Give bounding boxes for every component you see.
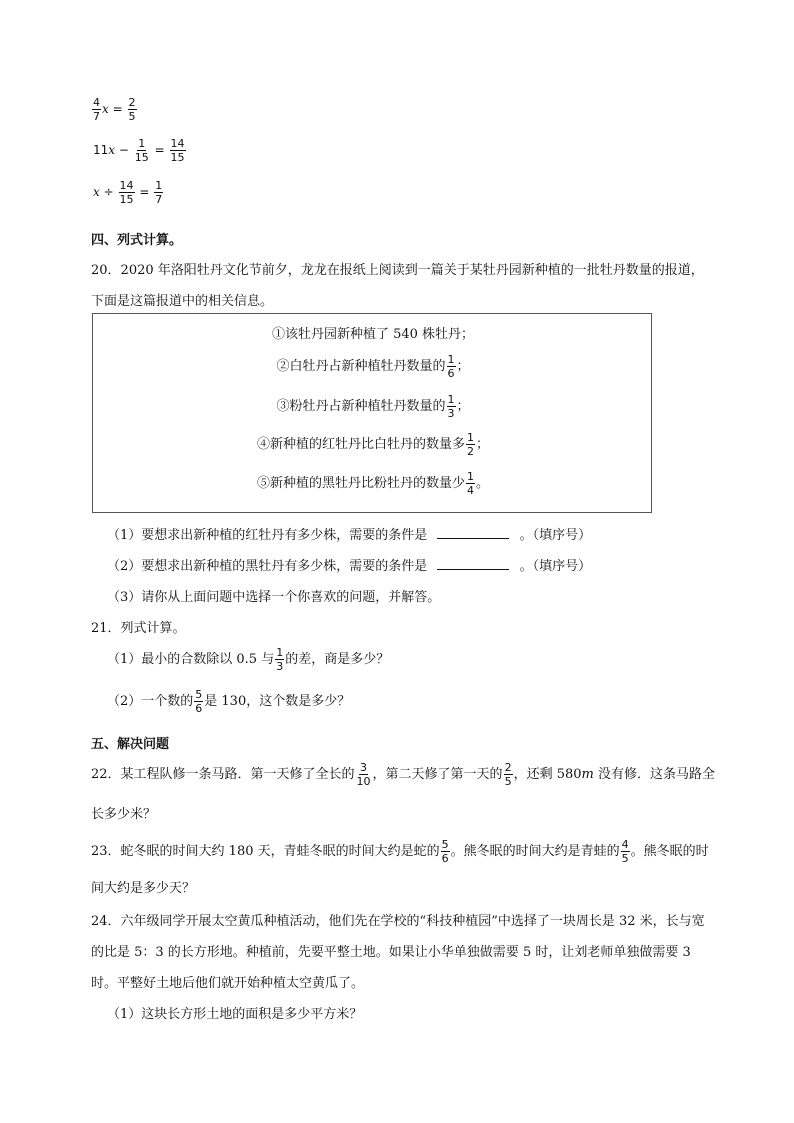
equation-3: x ÷ $\frac{14}{15}$ = $\frac{1}{7}$ bbox=[93, 179, 163, 206]
fraction: $\frac{1}{3}$ bbox=[276, 646, 284, 673]
fraction: $\frac{2}{5}$ bbox=[504, 761, 512, 788]
q20-sub3: （3）请你从上面问题中选择一个你喜欢的问题，并解答。 bbox=[107, 590, 441, 605]
q24-line2: 的比是 5：3 的长方形地。种植前，先要平整土地。如果让小华单独做需要 5 时，让刘老师单独做需要 3 bbox=[91, 945, 691, 960]
q24-sub1: （1）这块长方形土地的面积是多少平方米？ bbox=[107, 1007, 363, 1022]
info-item-2: ②白牡丹占新种植牡丹数量的 $\frac{1}{6}$ ； bbox=[276, 353, 470, 380]
fraction: $\frac{1}{15}$ bbox=[134, 137, 149, 164]
info-item-5: ⑤新种植的黑牡丹比粉牡丹的数量少 $\frac{1}{4}$ 。 bbox=[256, 470, 490, 497]
fraction: $\frac{1}{3}$ bbox=[447, 393, 455, 420]
equation-1: $\frac{4}{7}$ x = $\frac{2}{5}$ bbox=[93, 96, 136, 123]
q23-line1: 23．蛇冬眠的时间大约 180 天，青蛙冬眠的时间大约是蛇的 $\frac{5}{6}$ 。熊冬眠的时间大约是青蛙的 $\frac{4}{5}$ 。熊冬眠的时 bbox=[91, 838, 709, 865]
q21-sub1: （1）最小的合数除以 0.5 与 $\frac{1}{3}$ 的差，商是多少？ bbox=[107, 646, 390, 673]
q20-text-line1: 20．2020 年洛阳牡丹文化节前夕，龙龙在报纸上阅读到一篇关于某牡丹园新种植的一批牡丹数量的报道， bbox=[91, 263, 704, 278]
answer-blank[interactable] bbox=[437, 525, 509, 539]
q22-line1: 22．某工程队修一条马路．第一天修了全长的 $\frac{3}{10}$ ，第二天修了第一天的 $\frac{2}{5}$ ，还剩 580m 没有修．这条马路全 bbox=[91, 761, 715, 788]
info-item-3: ③粉牡丹占新种植牡丹数量的 $\frac{1}{3}$ ； bbox=[276, 393, 470, 420]
fraction: $\frac{1}{4}$ bbox=[467, 470, 474, 497]
fraction: $\frac{1}{2}$ bbox=[467, 431, 474, 458]
q20-text-line2: 下面是这篇报道中的相关信息。 bbox=[91, 294, 274, 309]
equation-2: 11x − $\frac{1}{15}$ = $\frac{14}{15}$ bbox=[93, 137, 185, 164]
info-item-1: ①该牡丹园新种植了 540 株牡丹； bbox=[271, 327, 475, 342]
q23-line2: 间大约是多少天？ bbox=[91, 881, 196, 896]
fraction: $\frac{1}{6}$ bbox=[447, 353, 455, 380]
fraction: $\frac{14}{15}$ bbox=[170, 137, 185, 164]
fraction: $\frac{2}{5}$ bbox=[128, 96, 136, 123]
fraction: $\frac{4}{5}$ bbox=[621, 838, 629, 865]
fraction: $\frac{14}{15}$ bbox=[119, 179, 134, 206]
q20-sub1: （1）要想求出新种植的红牡丹有多少株，需要的条件是 。（填序号） bbox=[107, 524, 591, 543]
fraction: $\frac{5}{6}$ bbox=[441, 838, 449, 865]
q21-sub2: （2）一个数的 $\frac{5}{6}$ 是 130，这个数是多少？ bbox=[107, 688, 351, 715]
q22-line2: 长多少米？ bbox=[91, 807, 157, 822]
q21-title: 21．列式计算。 bbox=[91, 621, 186, 636]
fraction: $\frac{4}{7}$ bbox=[93, 96, 100, 123]
info-item-4: ④新种植的红牡丹比白牡丹的数量多 $\frac{1}{2}$ ； bbox=[256, 431, 490, 458]
fraction: $\frac{5}{6}$ bbox=[195, 688, 203, 715]
section-4-heading: 四、列式计算。 bbox=[91, 233, 183, 248]
q20-sub2: （2）要想求出新种植的黑牡丹有多少株，需要的条件是 。（填序号） bbox=[107, 555, 591, 574]
fraction: $\frac{1}{7}$ bbox=[155, 179, 163, 206]
fraction: $\frac{3}{10}$ bbox=[356, 761, 371, 788]
info-box bbox=[92, 313, 652, 513]
answer-blank[interactable] bbox=[437, 556, 509, 570]
q24-line3: 时。平整好土地后他们就开始种植太空黄瓜了。 bbox=[91, 976, 365, 991]
q24-line1: 24．六年级同学开展太空黄瓜种植活动，他们先在学校的“科技种植园”中选择了一块周长是 32 米，长与宽 bbox=[91, 914, 705, 929]
section-5-heading: 五、解决问题 bbox=[91, 737, 170, 752]
